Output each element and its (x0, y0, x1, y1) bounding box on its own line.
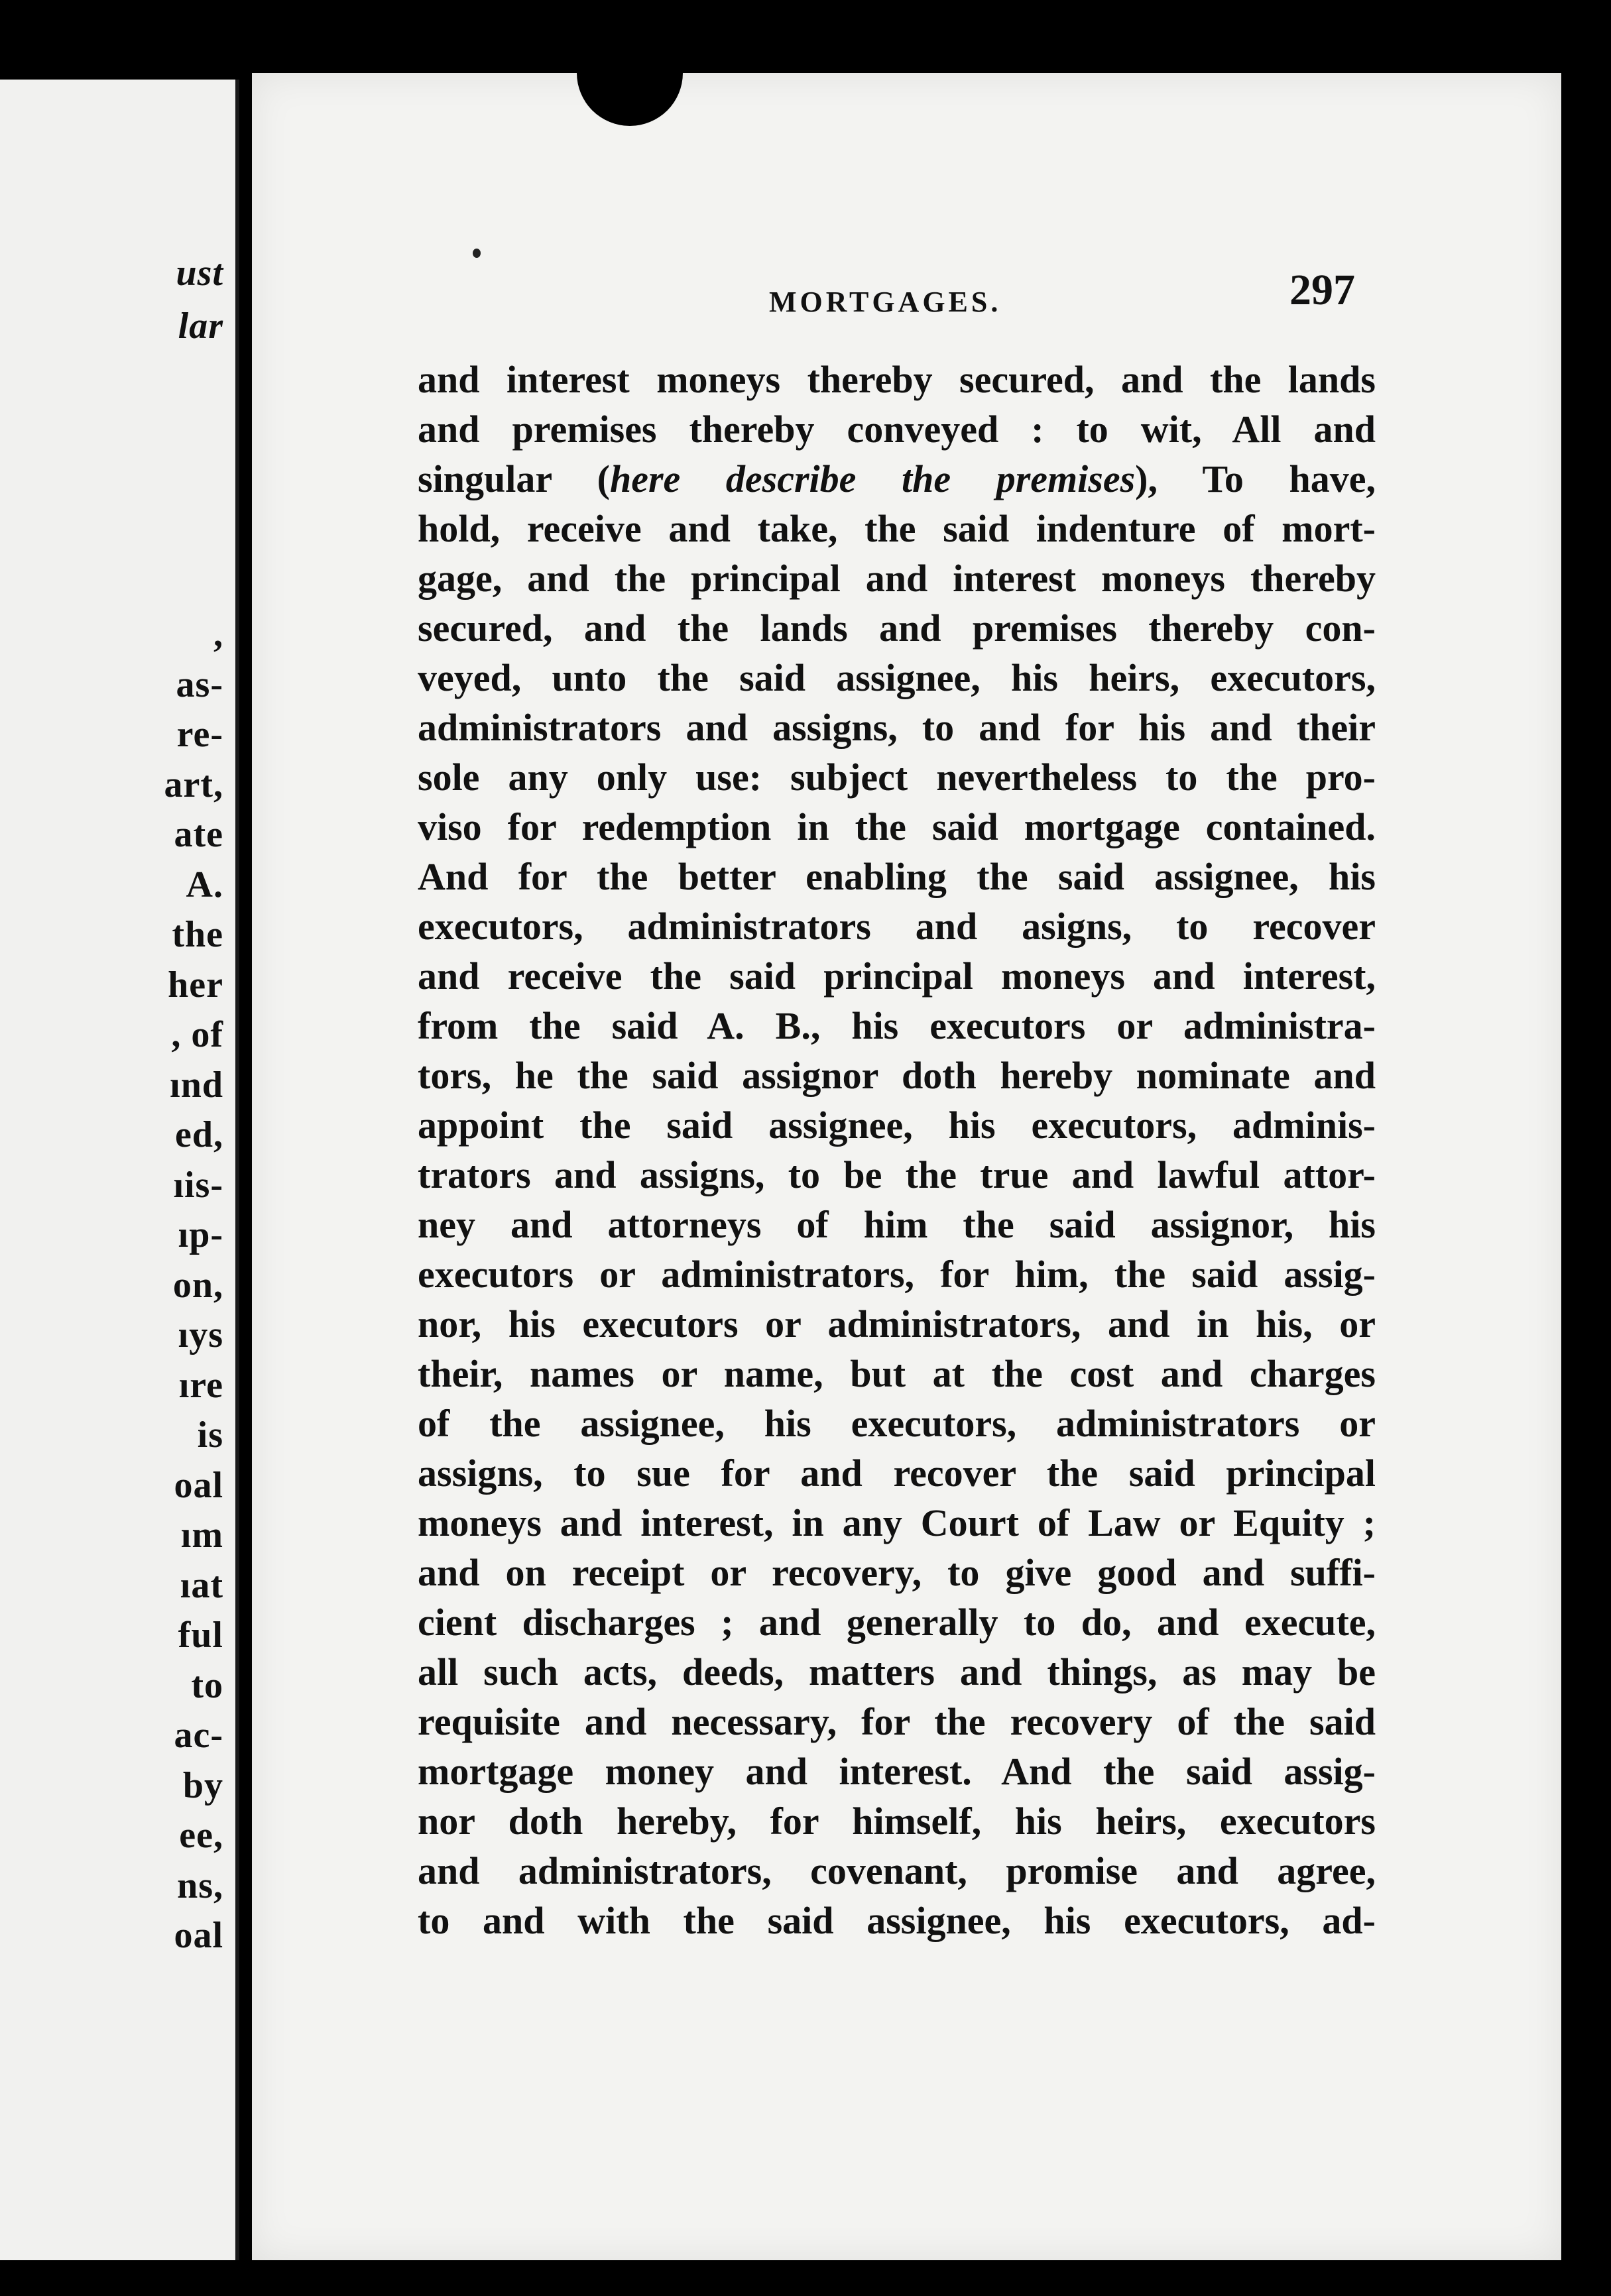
text-line: and receive the said principal moneys and interest, (418, 954, 1376, 998)
previous-page-line-fragment: oal (174, 1464, 223, 1506)
previous-page-line-fragment: ful (178, 1615, 223, 1656)
previous-page-line-fragment: ac- (174, 1715, 223, 1756)
text-segment: ), To have, (1135, 457, 1376, 500)
text-line: administrators and assigns, to and for his and their (418, 706, 1376, 749)
text-line: tors, he the said assignor doth hereby nominate and (418, 1054, 1376, 1097)
previous-page-fragment (0, 80, 239, 2260)
text-line: requisite and necessary, for the recovery of the said (418, 1700, 1376, 1743)
previous-page-line-fragment: is (197, 1414, 223, 1456)
italic-instruction: here describe the premises (609, 457, 1136, 500)
previous-page-line-fragment: ıat (180, 1564, 223, 1606)
text-line: hold, receive and take, the said indenture of mort- (418, 507, 1376, 550)
previous-page-line-fragment: ınd (170, 1064, 223, 1106)
text-line: executors, administrators and asigns, to recover (418, 905, 1376, 948)
page-header (252, 192, 1399, 318)
previous-page-line-fragment: to (191, 1664, 223, 1706)
text-line: appoint the said assignee, his executors, adminis- (418, 1104, 1376, 1147)
text-line: nor doth hereby, for himself, his heirs, executors (418, 1800, 1376, 1843)
text-line: cient discharges ; and generally to do, and execute, (418, 1601, 1376, 1644)
previous-page-line-fragment: by (182, 1764, 223, 1806)
previous-page-line-fragment: ıp- (178, 1214, 223, 1255)
previous-page-line-fragment: art, (164, 764, 223, 805)
text-line: gage, and the principal and interest moneys thereby (418, 557, 1376, 600)
previous-page-line-fragment: as- (176, 663, 223, 705)
text-line-with-italic (418, 454, 1376, 504)
previous-page-line-fragment: ım (180, 1515, 223, 1556)
previous-page-line-fragment: ıre (178, 1364, 223, 1406)
previous-page-line-fragment: ıys (178, 1314, 223, 1355)
previous-page-line-fragment: oal (174, 1915, 223, 1956)
previous-page-line-fragment: ee, (179, 1815, 223, 1856)
previous-page-line-fragment: , (213, 614, 223, 655)
previous-page-line-fragment: ed, (175, 1114, 223, 1155)
text-line: sole any only use: subject nevertheless to the pro- (418, 756, 1376, 799)
text-line: assigns, to sue for and recover the said principal (418, 1452, 1376, 1495)
text-line: ney and attorneys of him the said assignor, his (418, 1203, 1376, 1246)
previous-page-line-fragment: A. (186, 864, 223, 905)
text-line: nor, his executors or administrators, and in his, or (418, 1302, 1376, 1346)
running-head: MORTGAGES. (769, 286, 1002, 318)
previous-page-line-fragment: the (172, 914, 223, 955)
text-line: and on receipt or recovery, to give good and suffi- (418, 1551, 1376, 1594)
text-line: viso for redemption in the said mortgage contained. (418, 805, 1376, 848)
text-line: and administrators, covenant, promise and agree, (418, 1849, 1376, 1892)
text-segment: singular ( (418, 457, 610, 500)
text-line: executors or administrators, for him, the said assig- (418, 1253, 1376, 1296)
text-line: mortgage money and interest. And the said assig- (418, 1750, 1376, 1793)
text-line: And for the better enabling the said assignee, his (418, 855, 1376, 898)
text-line: their, names or name, but at the cost and charges (418, 1352, 1376, 1395)
page-number: 297 (1289, 266, 1355, 314)
previous-page-line-fragment: her (168, 964, 223, 1005)
text-line: and interest moneys thereby secured, and the lands (418, 358, 1376, 401)
previous-page-line-fragment: ns, (177, 1865, 223, 1906)
previous-page-line-fragment: ıis- (173, 1164, 223, 1206)
text-line: from the said A. B., his executors or administra- (418, 1004, 1376, 1047)
previous-page-line-fragment: on, (172, 1264, 223, 1306)
previous-page-line-fragment: ate (174, 814, 223, 855)
previous-page-line-fragment: , of (171, 1014, 223, 1055)
text-line: moneys and interest, in any Court of Law or Equity ; (418, 1501, 1376, 1544)
previous-page-line-fragment: lar (178, 306, 223, 347)
text-line: and premises thereby conveyed : to wit, All and (418, 408, 1376, 451)
text-line: trators and assigns, to be the true and lawful attor- (418, 1153, 1376, 1196)
text-line: veyed, unto the said assignee, his heirs, executors, (418, 656, 1376, 699)
text-line: of the assignee, his executors, administrators or (418, 1402, 1376, 1445)
text-line: to and with the said assignee, his executors, ad- (418, 1899, 1376, 1942)
text-line: secured, and the lands and premises thereby con- (418, 606, 1376, 650)
body-text (418, 355, 1376, 1945)
text-line: all such acts, deeds, matters and things, as may be (418, 1650, 1376, 1693)
previous-page-line-fragment: re- (176, 714, 223, 755)
previous-page-line-fragment: ust (176, 253, 223, 294)
ink-speck (473, 249, 481, 258)
